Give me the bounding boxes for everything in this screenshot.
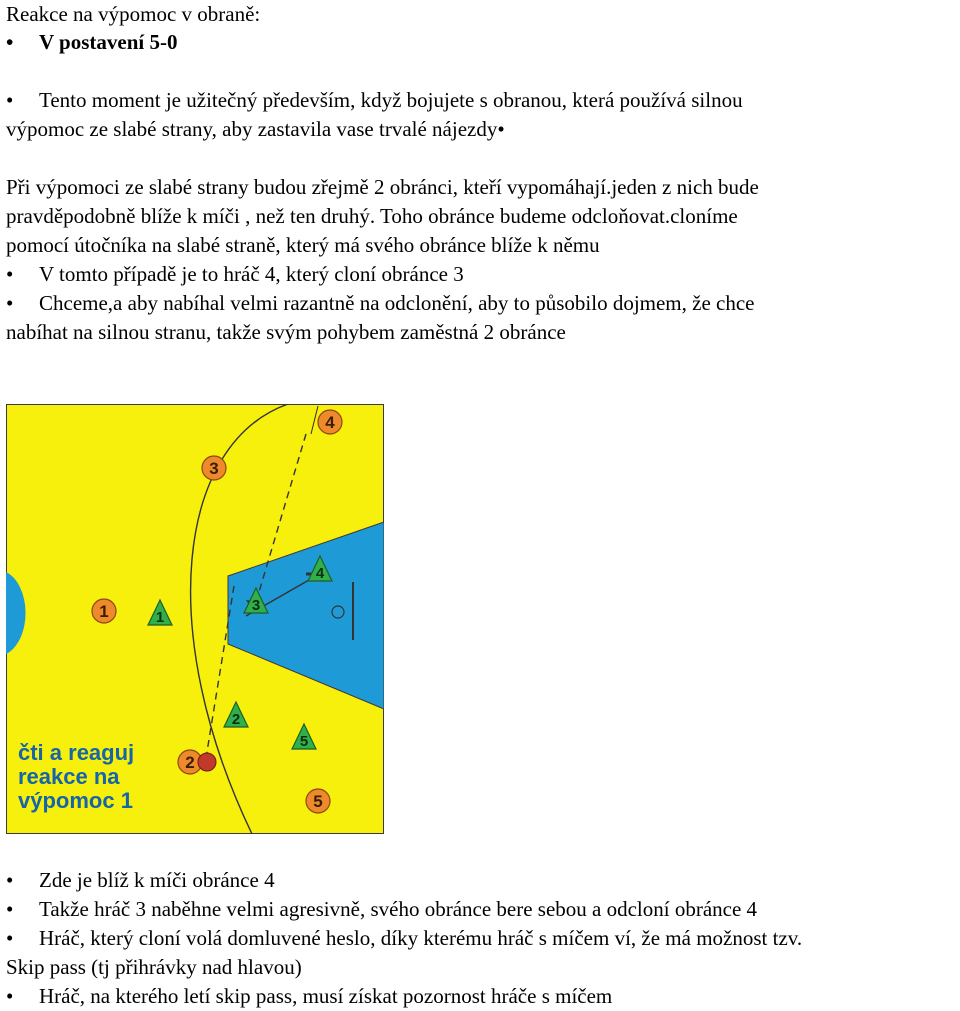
intro-item [6,86,743,115]
subheading: V postavení 5-0 [39,30,178,54]
bullet-text: V tomto případě je to hráč 4, který cloní obránce 3 [39,262,464,286]
ball [198,753,216,771]
bullet-text: Hráč, na kterého letí skip pass, musí získat pozornost hráče s míčem [39,984,613,1008]
attacker-4 [318,410,342,434]
bullet-text: Hráč, který cloní volá domluvené heslo, díky kterému hráč s míčem ví, že má možnost tzv. [39,926,803,950]
bullet-marker: • [6,897,14,921]
intro-line-2: výpomoc ze slabé strany, aby zastavila vase trvalé nájezdy• [6,117,505,141]
defender-label: 3 [251,597,261,614]
attacker-label: 4 [325,413,335,432]
list-item [6,866,275,895]
list-item [6,260,464,289]
bullet-text: Zde je blíž k míči obránce 4 [39,868,275,892]
para-line-1: Při výpomoci ze slabé strany budou zřejmě 2 obránci, kteří vypomáhají.jeden z nich bude [6,175,759,199]
play-diagram [6,404,384,834]
bullet-marker: • [6,291,14,315]
bullet-marker: • [6,88,14,112]
bullet-text: Chceme,a aby nabíhal velmi razantně na odclonění, aby to působilo dojmem, že chce [39,291,755,315]
list-item [6,924,802,953]
list-item [6,982,612,1011]
list-item [6,289,755,318]
bullet-text: Takže hráč 3 naběhne velmi agresivně, svého obránce bere sebou a odcloní obránce 4 [39,897,758,921]
para-line-3: pomocí útočníka na slabé straně, který má svého obránce blíže k němu [6,233,600,257]
defender-label: 2 [231,711,241,728]
attacker-label: 1 [99,602,109,621]
heading: Reakce na výpomoc v obraně: [6,2,261,26]
para-line-2: pravděpodobně blíže k míči , než ten druhý. Toho obránce budeme odcloňovat.cloníme [6,204,738,228]
caption-line-2: reakce na [18,764,120,789]
bullet-marker: • [6,30,14,54]
attacker-3 [202,456,226,480]
defender-label: 1 [155,609,165,626]
bullet-marker: • [6,926,14,950]
attacker-1 [92,599,116,623]
defender-label: 4 [315,565,325,582]
attacker-5 [306,789,330,813]
bullet-marker: • [6,262,14,286]
caption-line-1: čti a reaguj [18,740,135,765]
skip-pass-line: Skip pass (tj přihrávky nad hlavou) [6,955,302,979]
caption-line-3: výpomoc 1 [18,788,133,813]
bullet-marker: • [6,868,14,892]
attacker-label: 5 [313,792,323,811]
attacker-label: 3 [209,459,219,478]
subheading-item [6,28,177,57]
bullet-marker: • [6,984,14,1008]
attacker-label: 2 [185,753,195,772]
intro-line-1: Tento moment je užitečný především, když bojujete s obranou, která používá silnou [39,88,743,112]
continuation-line: nabíhat na silnou stranu, takže svým pohybem zaměstná 2 obránce [6,320,566,344]
list-item [6,895,757,924]
defender-label: 5 [299,733,309,750]
